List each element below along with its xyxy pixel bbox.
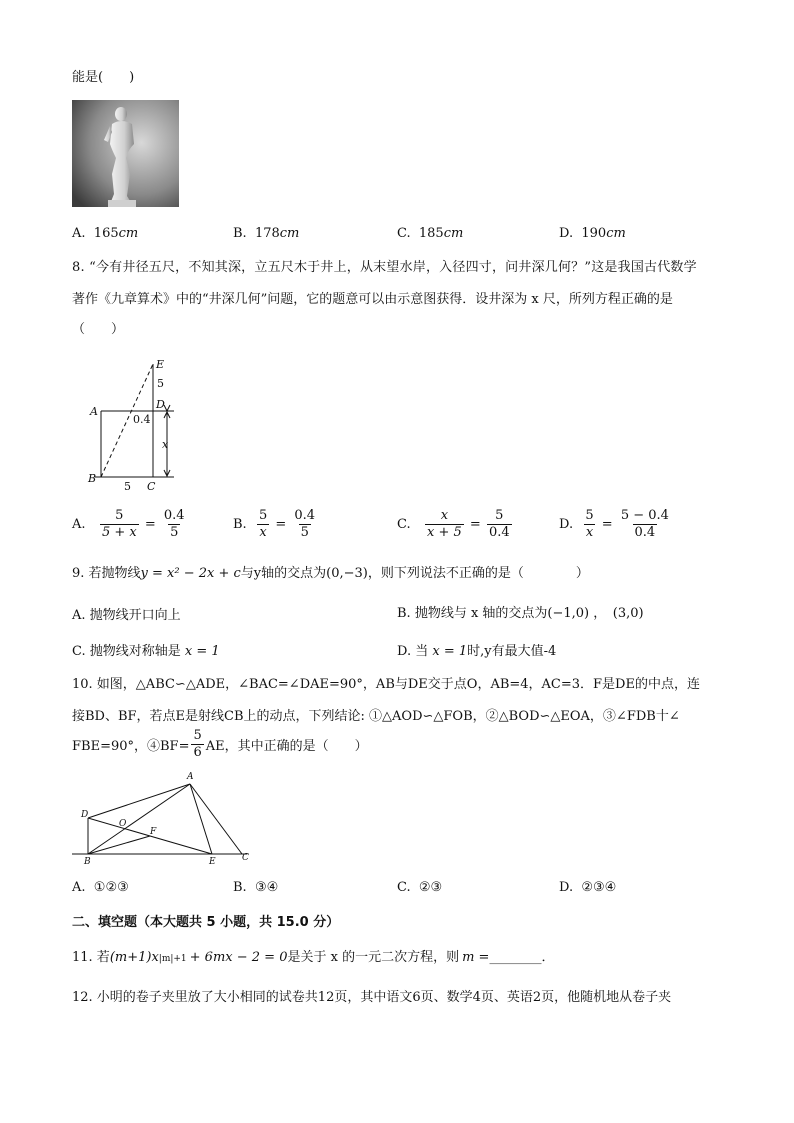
option-unit: cm [443,226,464,241]
fraction-right: $\frac{5 - 0.4}{0.4}$ [620,508,669,540]
section-title: 二、填空题（本大题共 5 小题，共 15.0 分） [72,915,340,930]
label-B: B [84,857,91,866]
q9-point: (0,−3) [326,566,368,581]
q9-option-d[interactable]: D. 当 x = 1时,y有最大值-4 [397,644,557,659]
fraction-left: $\frac{x}{x + 5}$ [427,508,462,540]
arrow-d [164,405,170,411]
answer-blank[interactable]: ________ [489,950,542,965]
option-value: 190 [581,226,607,241]
segment-AE [190,784,212,854]
q7-stem-tail: 能是( ) [72,70,135,85]
well-diagram [82,356,182,490]
fraction-right: $\frac{5}{0.4}$ [488,508,510,540]
label-C: C [147,480,156,490]
q9-intersections: (−1,0) ， (3,0) [547,606,644,621]
option-value: 178 [254,226,280,241]
label-E: E [209,857,216,866]
option-letter: B. [233,226,247,241]
label-C: C [242,853,249,863]
q8-stem-line1: 8. “今有井径五尺，不知其深，立五尺木于井上，从末望水岸，入径四寸，问井深几何？”这是我国古代数学 [72,260,697,275]
option-unit: cm [118,226,139,241]
q10-option-d[interactable]: D. ②③④ [559,880,617,895]
q9-option-c[interactable]: C. 抛物线对称轴是 x = 1 [72,644,220,659]
q8-stem-line2: 著作《九章算术》中的“井深几何”问题，它的题意可以由示意图获得．设井深为 x 尺，所列方程正确的是 [72,292,673,307]
q9-equation: y = x² − 2x + c [140,566,241,581]
label-E: E [156,358,165,371]
q7-option-c[interactable] [397,226,463,241]
q7-option-b[interactable] [233,226,299,241]
q8-option-b[interactable]: B. $\frac{5}{x}$ = $\frac{0.4}{5}$ [233,508,316,540]
segment-BF [88,836,150,854]
label-O: O [119,819,127,829]
q7-option-a[interactable] [72,226,138,241]
statue-image [72,100,179,207]
segment-AC [190,784,242,854]
option-letter: C. [397,226,411,241]
label-D: D [156,398,165,411]
fraction-left: $\frac{5}{x}$ [585,508,594,540]
q8-option-d[interactable]: D. $\frac{5}{x}$ = $\frac{5 - 0.4}{0.4}$ [559,508,669,540]
label-A: A [187,772,194,782]
fraction-left: $\frac{5}{x}$ [258,508,268,540]
q10-stem-line1: 10. 如图，△ABC∽△ADE，∠BAC=∠DAE=90°，AB与DE交于点O，AB=4，AC=3．F是DE的中点，连 [72,677,700,692]
fraction-right: $\frac{0.4}{5}$ [163,508,185,540]
q8-well-figure [82,356,182,490]
option-unit: cm [279,226,300,241]
option-letter: A. [72,226,86,241]
label-D: D [81,810,89,820]
option-letter: D. [559,226,574,241]
q10-option-a[interactable]: A. ①②③ [72,880,129,895]
fraction-left: $\frac{5}{5 + x}$ [101,508,137,540]
q9-stem: 9. 若抛物线y = x² − 2x + c与y轴的交点为(0,−3)，则下列说法不正确的是（ ） [72,566,589,581]
label-B: B [88,472,97,485]
fraction-five-sixths: $\frac{5}{6}$ [193,728,202,760]
q8-stem-line3: （ ） [72,322,125,337]
label-F: F [150,827,157,837]
statue-photo [72,100,179,207]
q10-triangle-figure [72,770,262,866]
option-value: 185 [418,226,444,241]
label-x: x [162,438,169,451]
label-depth: 0.4 [133,413,151,426]
label-five-top: 5 [157,377,164,390]
triangle-diagram [72,770,262,866]
q10-option-c[interactable]: C. ②③ [397,880,443,895]
option-letter: D. [559,517,574,532]
q10-stem-line3: FBE=90°，④BF= $\frac{5}{6}$ AE，其中正确的是（ ） [72,728,368,760]
q8-option-a[interactable]: A. $\frac{5}{5 + x}$ = $\frac{0.4}{5}$ [72,508,185,540]
q11-exponent: |m|+1 [158,954,187,964]
q7-option-d[interactable] [559,226,626,241]
option-letter: B. [233,517,247,532]
label-A: A [90,405,98,418]
option-unit: cm [606,226,626,241]
q9-option-b[interactable]: B. 抛物线与 x 轴的交点为(−1,0) ， (3,0) [397,606,644,621]
q10-option-b[interactable]: B. ③④ [233,880,279,895]
fraction-right: $\frac{0.4}{5}$ [294,508,316,540]
q12-stem-line1: 12. 小明的卷子夹里放了大小相同的试卷共12页，其中语文6页、数学4页、英语2页，他随机地从卷子夹 [72,990,672,1005]
option-letter: C. [397,517,411,532]
q8-option-c[interactable]: C. $\frac{x}{x + 5}$ = $\frac{5}{0.4}$ [397,508,510,540]
segment-DA [88,784,190,818]
q10-stem-line2: 接BD、BF，若点E是射线CB上的动点，下列结论: ①△AOD∽△FOB，②△BOD∽△EOA，③∠FDB十∠ [72,709,680,724]
option-value: 165 [93,226,119,241]
q9-option-a[interactable]: A. 抛物线开口向上 [72,608,181,623]
q11-stem: 11. 若 (m+1)x |m|+1 + 6mx − 2 = 0 是关于 x 的一元二次方程，则 m = ________ ． [72,950,555,965]
label-five-bottom: 5 [124,480,131,490]
option-letter: A. [72,517,86,532]
q11-equation: (m+1)x [109,950,159,965]
